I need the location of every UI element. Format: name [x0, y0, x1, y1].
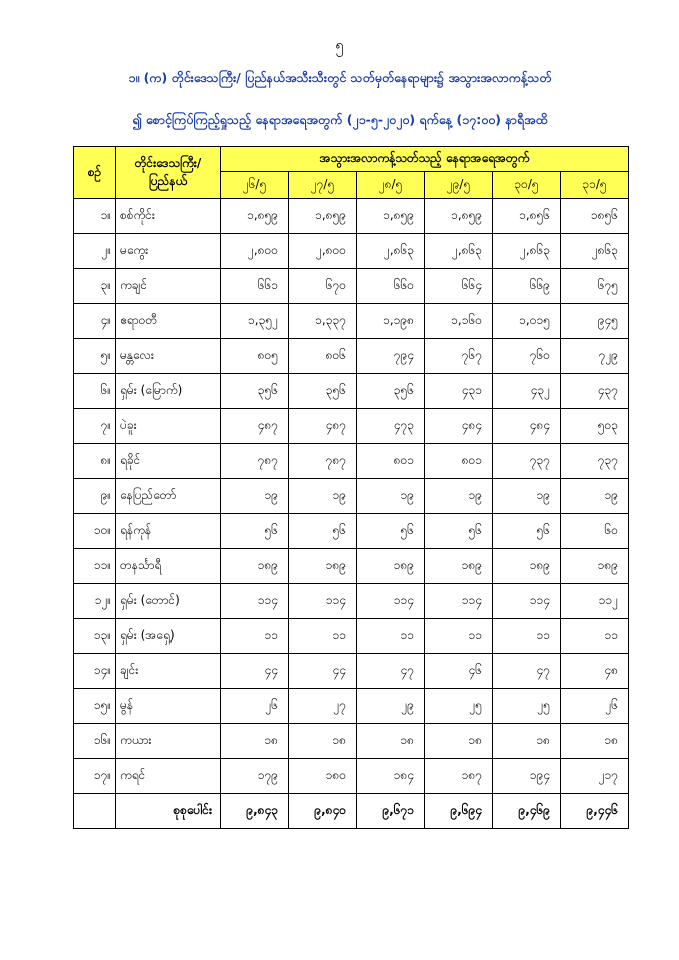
count-cell: ၁၁၄: [425, 584, 493, 619]
count-cell: ၂,၈၀၀: [221, 234, 289, 269]
total-cell: ၉,၄၄၆: [561, 794, 629, 829]
count-cell: ၄၄: [289, 654, 357, 689]
count-cell: ၁၈၇: [425, 759, 493, 794]
region-cell: မကွေး: [116, 234, 221, 269]
count-cell: ၁၉၄: [493, 759, 561, 794]
header-date: ၃၁/၅: [561, 172, 629, 199]
count-cell: ၆၆၄: [425, 269, 493, 304]
count-cell: ၁,၁၆၀: [425, 304, 493, 339]
count-cell: ၈၀၁: [425, 444, 493, 479]
count-cell: ၇၃၇: [561, 444, 629, 479]
count-cell: ၁၁: [425, 619, 493, 654]
count-cell: ၈၀၁: [357, 444, 425, 479]
title-line-2: ၍ စောင့်ကြပ်ကြည့်ရှုသည့် နေရာအရေအတွက် (၂၁-၅-၂၀၂၀) ရက်နေ့ (၁၇:၀၀) နာရီအထိ: [132, 112, 548, 127]
serial-number-cell: ၁။: [74, 199, 116, 234]
count-cell: ၅၀၃: [561, 409, 629, 444]
count-cell: ၂,၈၀၀: [289, 234, 357, 269]
header-date: ၂၇/၅: [289, 172, 357, 199]
table-row: [74, 549, 629, 584]
serial-number-cell: ၄။: [74, 304, 116, 339]
count-cell: ၁,၁၉၈: [357, 304, 425, 339]
count-cell: ၆၆၁: [221, 269, 289, 304]
count-cell: ၁,၃၅၂: [221, 304, 289, 339]
count-cell: ၁၈: [493, 724, 561, 759]
count-cell: ၁၁: [561, 619, 629, 654]
count-cell: ၁၉: [289, 479, 357, 514]
table-row: [74, 584, 629, 619]
header-restricted-count: အသွားအလာကန့်သတ်သည့် နေရာအရေအတွက်: [221, 147, 629, 172]
header-date: ၂၈/၅: [357, 172, 425, 199]
count-cell: ၇၈၇: [289, 444, 357, 479]
count-cell: ၁၁၄: [493, 584, 561, 619]
region-cell: ဧရာဝတီ: [116, 304, 221, 339]
region-cell: ကယား: [116, 724, 221, 759]
count-cell: ၄၇၃: [357, 409, 425, 444]
table-row: [74, 199, 629, 234]
count-cell: ၃၅၆: [289, 374, 357, 409]
count-cell: ၁၈: [425, 724, 493, 759]
total-cell: ၉,၆၉၄: [425, 794, 493, 829]
count-cell: ၂၆: [561, 689, 629, 724]
count-cell: ၂,၈၆၃: [425, 234, 493, 269]
count-cell: ၇၆၀: [493, 339, 561, 374]
count-cell: ၆၀: [561, 514, 629, 549]
count-cell: ၃၅၆: [221, 374, 289, 409]
serial-number-cell: ၁၁။: [74, 549, 116, 584]
count-cell: ၁၈၄: [357, 759, 425, 794]
serial-number-cell: ၃။: [74, 269, 116, 304]
count-cell: ၃၅၆: [357, 374, 425, 409]
count-cell: ၇၃၇: [493, 444, 561, 479]
region-cell: မွန်: [116, 689, 221, 724]
serial-number-cell: ၅။: [74, 339, 116, 374]
table-row: [74, 409, 629, 444]
count-cell: ၈၀၆: [289, 339, 357, 374]
count-cell: ၄၇: [357, 654, 425, 689]
header-date: ၂၉/၅: [425, 172, 493, 199]
table-row: [74, 689, 629, 724]
region-cell: တနင်္သာရီ: [116, 549, 221, 584]
serial-number-cell: ၉။: [74, 479, 116, 514]
count-cell: ၁,၈၅၆: [493, 199, 561, 234]
count-cell: ၇၉၄: [357, 339, 425, 374]
count-cell: ၁၇၉: [221, 759, 289, 794]
count-cell: ၄၃၂: [493, 374, 561, 409]
count-cell: ၁၁၄: [289, 584, 357, 619]
count-cell: ၁၈: [289, 724, 357, 759]
count-cell: ၁၉: [561, 479, 629, 514]
count-cell: ၁၁: [357, 619, 425, 654]
restricted-locations-table: [73, 146, 629, 829]
count-cell: ၁,၈၅၉: [221, 199, 289, 234]
count-cell: ၆၆၉: [493, 269, 561, 304]
region-cell: ရှမ်း (မြောက်): [116, 374, 221, 409]
count-cell: ၄၈၄: [493, 409, 561, 444]
serial-number-cell: ၁၅။: [74, 689, 116, 724]
table-row: [74, 269, 629, 304]
count-cell: ၄၈၄: [425, 409, 493, 444]
count-cell: ၂၉: [357, 689, 425, 724]
count-cell: ၁၁၄: [357, 584, 425, 619]
region-cell: ရှမ်း (အရှေ့): [116, 619, 221, 654]
table-row: [74, 654, 629, 689]
count-cell: ၈၀၅: [221, 339, 289, 374]
table-row: [74, 234, 629, 269]
total-cell: ၉,၄၆၉: [493, 794, 561, 829]
total-cell: ၉,၈၄၀: [289, 794, 357, 829]
count-cell: ၂၈၆၃: [561, 234, 629, 269]
page-number: ၅: [335, 36, 344, 54]
serial-number-cell: ၁၇။: [74, 759, 116, 794]
count-cell: ၁၈: [221, 724, 289, 759]
serial-number-cell: ၆။: [74, 374, 116, 409]
table-row: [74, 339, 629, 374]
count-cell: ၁၈၉: [493, 549, 561, 584]
region-cell: ရခိုင်: [116, 444, 221, 479]
header-region: တိုင်းဒေသကြီး/ ပြည်နယ်: [116, 147, 221, 199]
table-row: [74, 479, 629, 514]
header-date: ၃၀/၅: [493, 172, 561, 199]
table-row: [74, 304, 629, 339]
count-cell: ၂၇: [289, 689, 357, 724]
count-cell: ၄၆: [425, 654, 493, 689]
count-cell: ၁၁: [493, 619, 561, 654]
count-cell: ၁၁၄: [221, 584, 289, 619]
table-row: [74, 444, 629, 479]
count-cell: ၁၉: [493, 479, 561, 514]
count-cell: ၄၇: [493, 654, 561, 689]
table-row: [74, 374, 629, 409]
serial-number-cell: ၇။: [74, 409, 116, 444]
count-cell: ၁,၃၃၇: [289, 304, 357, 339]
count-cell: ၂၆: [221, 689, 289, 724]
header-serial-number: စဉ်: [74, 147, 116, 199]
serial-number-cell: ၁၄။: [74, 654, 116, 689]
count-cell: ၅၆: [357, 514, 425, 549]
region-cell: စစ်ကိုင်း: [116, 199, 221, 234]
count-cell: ၆၇၀: [289, 269, 357, 304]
total-empty-cell: [74, 794, 116, 829]
region-cell: မန္တလေး: [116, 339, 221, 374]
count-cell: ၁,၈၅၉: [357, 199, 425, 234]
count-cell: ၄၈၇: [289, 409, 357, 444]
count-cell: ၇၂၉: [561, 339, 629, 374]
total-cell: ၉,၈၄၃: [221, 794, 289, 829]
count-cell: ၁၈၉: [289, 549, 357, 584]
count-cell: ၇၆၇: [425, 339, 493, 374]
count-cell: ၂,၈၆၃: [357, 234, 425, 269]
count-cell: ၁၁၂: [561, 584, 629, 619]
count-cell: ၂၅: [425, 689, 493, 724]
total-cell: ၉,၆၇၁: [357, 794, 425, 829]
count-cell: ၁၉: [425, 479, 493, 514]
region-cell: ကချင်: [116, 269, 221, 304]
table-row: [74, 759, 629, 794]
count-cell: ၂,၈၆၃: [493, 234, 561, 269]
count-cell: ၅၆: [289, 514, 357, 549]
total-label: စုစုပေါင်း: [116, 794, 221, 829]
count-cell: ၁၈၉: [425, 549, 493, 584]
count-cell: ၁၁: [221, 619, 289, 654]
serial-number-cell: ၁၆။: [74, 724, 116, 759]
count-cell: ၄၄: [221, 654, 289, 689]
count-cell: ၁,၈၅၉: [425, 199, 493, 234]
table-row: [74, 514, 629, 549]
count-cell: ၄၃၁: [425, 374, 493, 409]
count-cell: ၉၄၅: [561, 304, 629, 339]
region-cell: ပဲခူး: [116, 409, 221, 444]
count-cell: ၁၈၀: [289, 759, 357, 794]
count-cell: ၂၁၇: [561, 759, 629, 794]
region-cell: ရှမ်း (တောင်): [116, 584, 221, 619]
count-cell: ၆၇၅: [561, 269, 629, 304]
count-cell: ၁,၈၅၉: [289, 199, 357, 234]
region-cell: နေပြည်တော်: [116, 479, 221, 514]
count-cell: ၇၈၇: [221, 444, 289, 479]
count-cell: ၁၈: [561, 724, 629, 759]
count-cell: ၁၉: [357, 479, 425, 514]
serial-number-cell: ၁၂။: [74, 584, 116, 619]
region-cell: ရန်ကုန်: [116, 514, 221, 549]
count-cell: ၅၆: [493, 514, 561, 549]
serial-number-cell: ၁၃။: [74, 619, 116, 654]
count-cell: ၄၃၇: [561, 374, 629, 409]
count-cell: ၁၉: [221, 479, 289, 514]
title-line-1: ၁။ (က) တိုင်းဒေသကြီး/ ပြည်နယ်အသီးသီးတွင် သတ်မှတ်နေရာများ၌ အသွားအလာကန့်သတ်: [128, 70, 552, 85]
count-cell: ၅၆: [221, 514, 289, 549]
count-cell: ၄၈: [561, 654, 629, 689]
count-cell: ၆၆၀: [357, 269, 425, 304]
count-cell: ၁၈၉: [357, 549, 425, 584]
count-cell: ၅၆: [425, 514, 493, 549]
table-row: [74, 724, 629, 759]
table-row: [74, 619, 629, 654]
header-date: ၂၆/၅: [221, 172, 289, 199]
count-cell: ၁၈၉: [561, 549, 629, 584]
count-cell: ၁၈၅၆: [561, 199, 629, 234]
region-cell: ချင်း: [116, 654, 221, 689]
serial-number-cell: ၂။: [74, 234, 116, 269]
serial-number-cell: ၈။: [74, 444, 116, 479]
region-cell: ကရင်: [116, 759, 221, 794]
count-cell: ၂၅: [493, 689, 561, 724]
count-cell: ၁,၀၁၅: [493, 304, 561, 339]
count-cell: ၄၈၇: [221, 409, 289, 444]
count-cell: ၁၁: [289, 619, 357, 654]
count-cell: ၁၈: [357, 724, 425, 759]
serial-number-cell: ၁၀။: [74, 514, 116, 549]
total-row: [74, 794, 629, 829]
count-cell: ၁၈၉: [221, 549, 289, 584]
